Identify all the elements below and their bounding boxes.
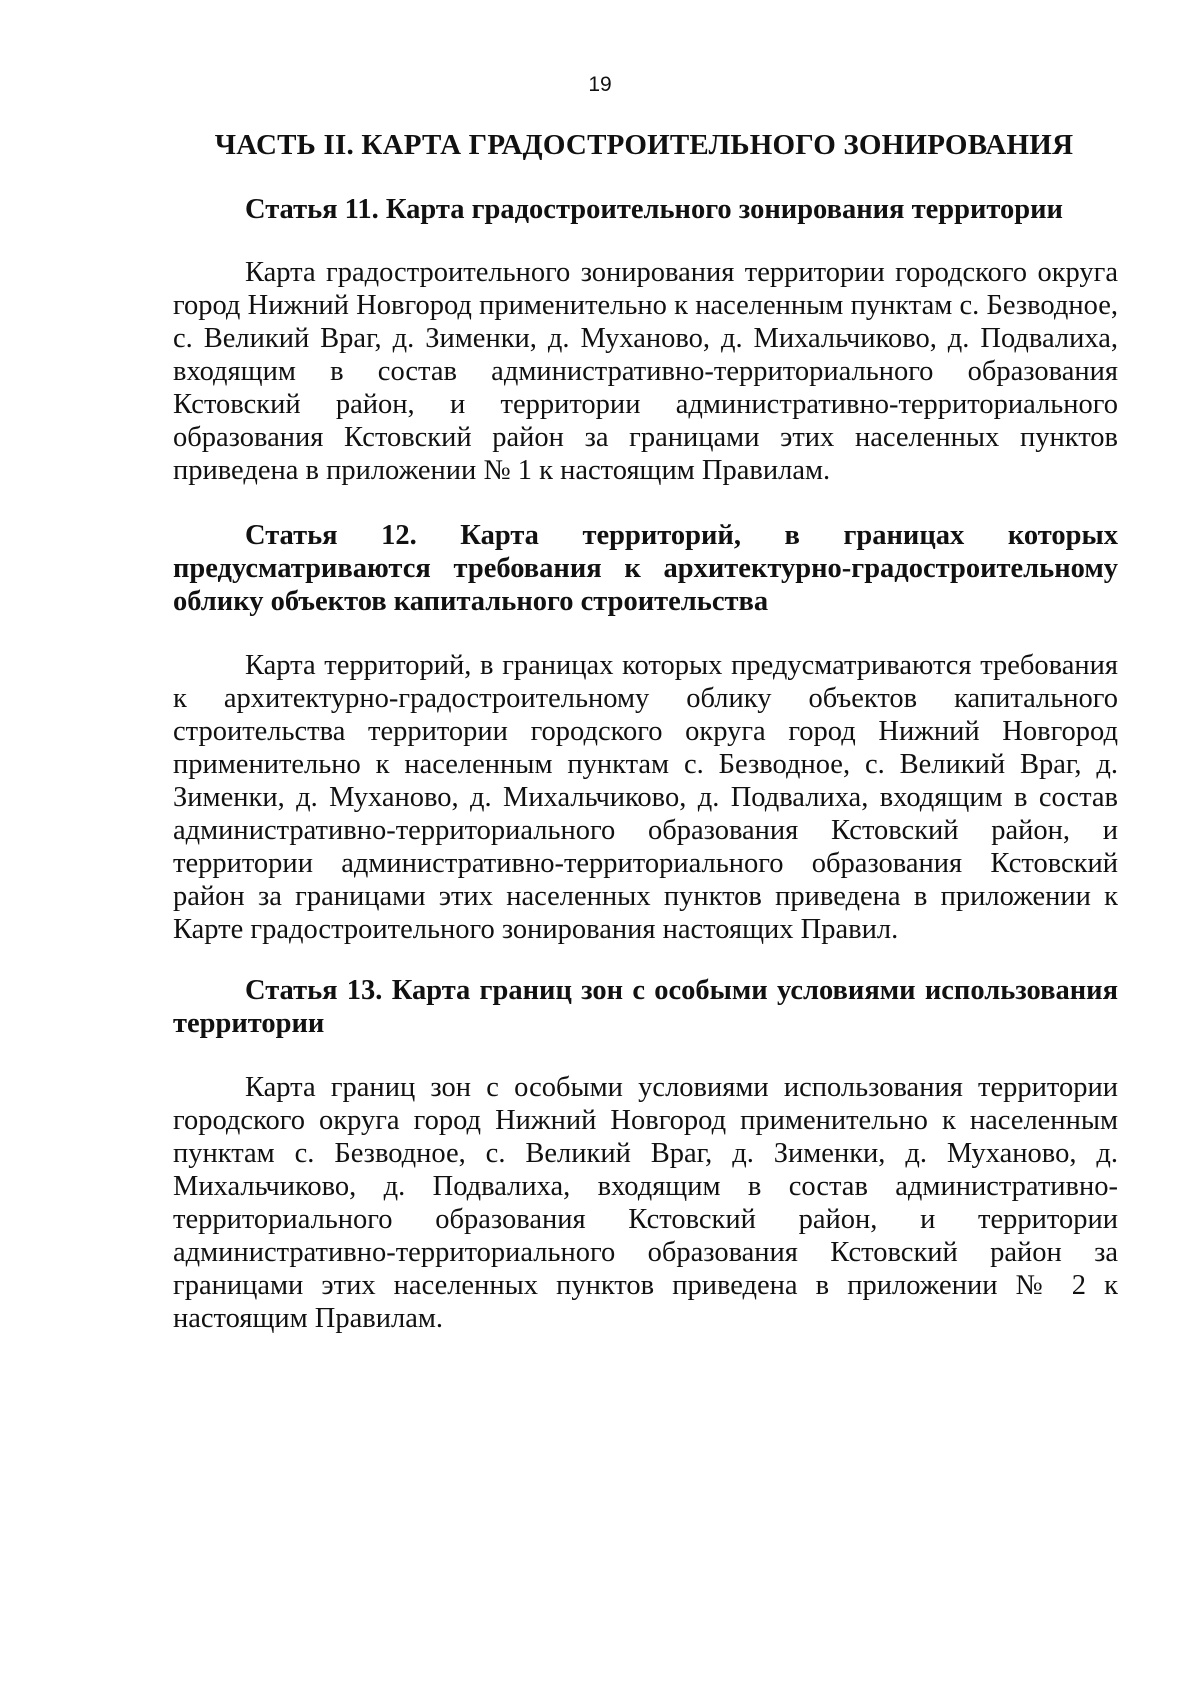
article-13-body-block — [173, 1071, 1118, 1335]
article-12-body: Карта территорий, в границах которых предусматриваются требования к архитектурно-градостроительному облику объектов капитального строительства территории городского округа город Нижний Новгород применительно к населенным пунктам с. Безводное, с. Великий Враг, д. Зименки, д. Муханово, д. Михальчиково, д. Подвалиха, входящим в состав административно-территориального образования Кстовский район, и территории административно-территориального образования Кстовский район за границами этих населенных пунктов приведена в приложении к Карте градостроительного зонирования настоящих Правил. — [173, 650, 1118, 945]
page-number: 19 — [588, 73, 612, 96]
article-11-heading: Статья 11. Карта градостроительного зонирования территории — [245, 194, 1063, 225]
article-11-heading-block — [173, 193, 1118, 226]
article-11-body-block — [173, 256, 1118, 487]
part-title: ЧАСТЬ II. КАРТА ГРАДОСТРОИТЕЛЬНОГО ЗОНИРОВАНИЯ — [214, 129, 1074, 161]
article-13-heading: Статья 13. Карта границ зон с особыми условиями использования территории — [173, 975, 1118, 1039]
article-11-body: Карта градостроительного зонирования территории городского округа город Нижний Новгород применительно к населенным пунктам с. Безводное, с. Великий Враг, д. Зименки, д. Муханово, д. Михальчиково, д. Подвалиха, входящим в состав административно-территориального образования Кстовский район, и территории административно-территориального образования Кстовский район за границами этих населенных пунктов приведена в приложении № 1 к настоящим Правилам. — [173, 257, 1118, 486]
article-13-body: Карта границ зон с особыми условиями использования территории городского округа город Нижний Новгород применительно к населенным пунктам с. Безводное, с. Великий Враг, д. Зименки, д. Муханово, д. Михальчиково, д. Подвалиха, входящим в состав административно-территориального образования Кстовский район, и территории административно-территориального образования Кстовский район за границами этих населенных пунктов приведена в приложении № 2 к настоящим Правилам. — [173, 1072, 1118, 1334]
article-12-body-block — [173, 649, 1118, 946]
article-13-heading-block — [173, 974, 1118, 1040]
article-12-heading: Статья 12. Карта территорий, в границах которых предусматриваются требования к архитектурно-градостроительному облику объектов капитального строительства — [173, 520, 1118, 617]
article-12-heading-block — [173, 519, 1118, 618]
